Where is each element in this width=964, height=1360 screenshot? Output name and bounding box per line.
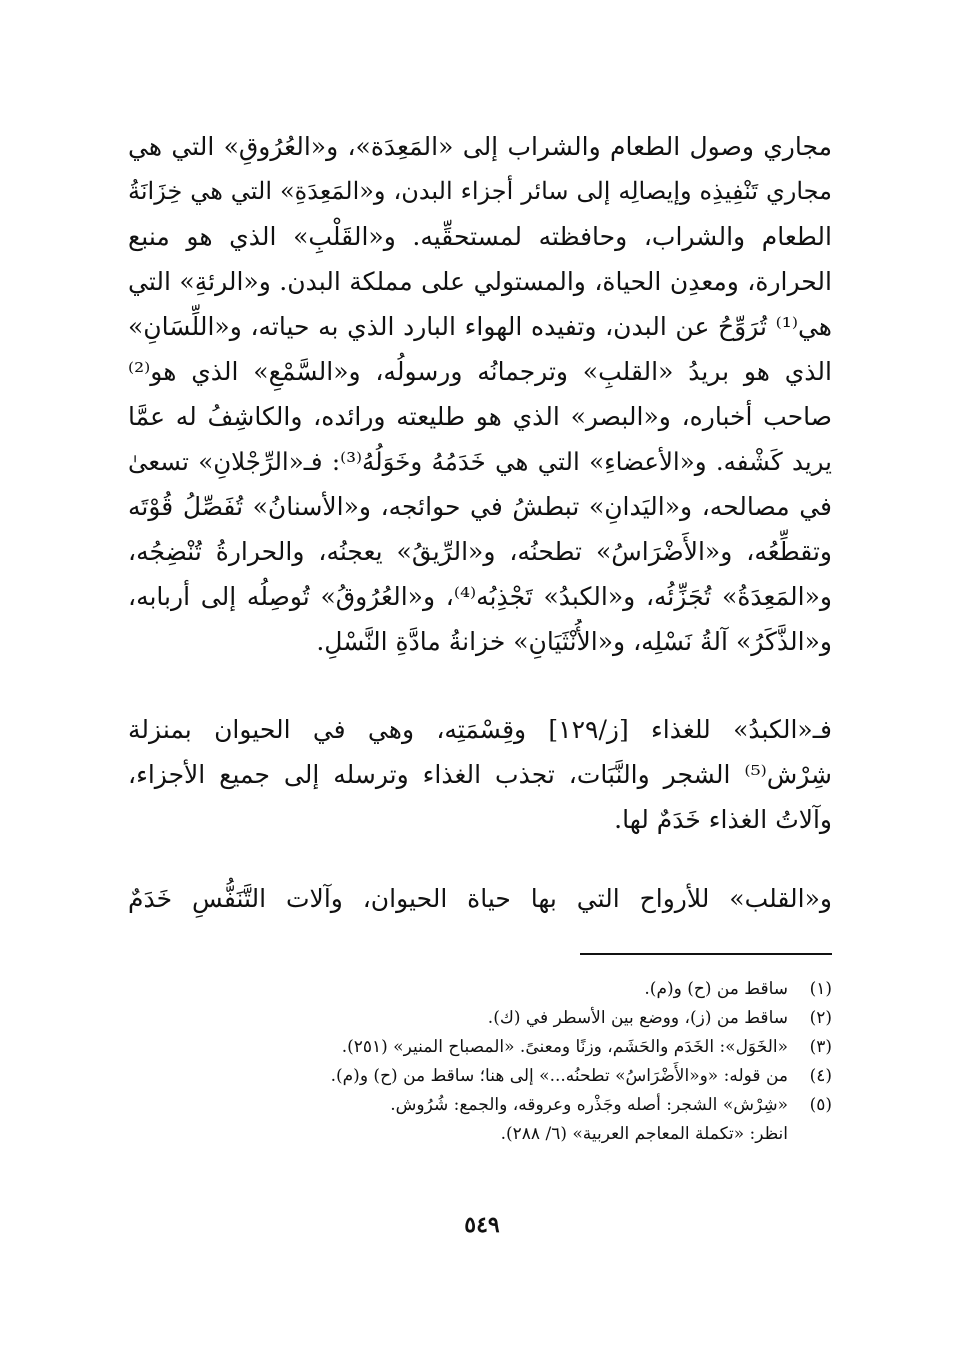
footnotes: [128, 975, 832, 1149]
footnote-number: (٣): [809, 1037, 832, 1057]
text-line: يريد كَشْفه. و«الأعضاءِ» التي هي خَدَمُهُ وخَوَلُهُ⁽³⁾: فـ«الرِّجْلانِ» تسعىٰ: [128, 447, 832, 476]
page-number: ٥٤٩: [464, 1212, 500, 1238]
body-paragraph-1: [128, 124, 832, 664]
text-line: و«الذَّكَرُ» آلةُ نَسْلِه، و«الأُنْثَيَانِ» خزانةُ مادَّةِ النَّسْلِ.: [316, 627, 832, 656]
text-line: وتقطِّعُه، و«الأَضْرَاسُ» تطحنُه، و«الرِّيقُ» يعجنُه، والحرارةُ تُنْضِجُه،: [128, 537, 832, 566]
text-line: الطعام والشراب، وحافظته لمستحقِّيه. و«القَلْبِ» الذي هو منبع: [128, 222, 832, 251]
footnote: [128, 1091, 832, 1120]
footnote-number: (٤): [809, 1066, 832, 1086]
footnote-number: (٥): [809, 1095, 832, 1115]
footnote-continuation: [128, 1120, 832, 1149]
text-line: مجاري وصول الطعام والشراب إلى «المَعِدَة»، و«العُرُوقِ» التي هي: [128, 132, 832, 161]
footnote-text: من قوله: «و«الأَضْرَاسُ» تطحنُه...» إلى هنا؛ ساقط من (ح) و(م).: [330, 1066, 788, 1086]
footnote: [128, 1004, 832, 1033]
text-line: و«القلب» للأرواح التي بها حياة الحيوان، وآلات التَّنَفُّسِ خَدَمٌ: [128, 884, 832, 913]
text-line: صاحب أخباره، و«البصر» الذي هو طليعته ورائده، والكاشِفُ له عمَّا: [128, 402, 832, 431]
text-line: في مصالحه، و«اليَدانِ» تبطشُ في حوائجه، و«الأسنانُ» تُفَصِّلُ قُوْتَه: [128, 492, 832, 521]
footnote: [128, 1033, 832, 1062]
body-paragraph-2: [128, 707, 832, 842]
footnote-text: انظر: «تكملة المعاجم العربية» (٦/ ٢٨٨).: [500, 1124, 788, 1144]
text-line: شِرْش⁽⁵⁾ الشجر والنَّبَات، تجذب الغذاء وترسله إلى جميع الأجزاء،: [128, 760, 832, 789]
text-line: الحرارة، ومعدِن الحياة، والمستولي على مملكة البدن. و«الرئةِ» التي: [128, 267, 832, 296]
text-line: وآلاتُ الغذاء خَدَمٌ لها.: [614, 805, 832, 834]
footnote-text: ساقط من (ح) و(م).: [644, 979, 788, 999]
body-paragraph-3: [128, 876, 832, 921]
footnote-number: (٢): [809, 1008, 832, 1028]
footnote-text: «الخَوَل»: الخَدَم والحَشَم، وزنًا ومعنىً. «المصباح المنير» (٢٥١).: [341, 1037, 788, 1057]
text-line: فـ«الكبدُ» للغذاء [ز/١٢٩] وقِسْمَتِه، وهي في الحيوان بمنزلة: [128, 715, 832, 744]
text-line: و«المَعِدَةُ» تُجَزِّئُه، و«الكبدُ» تَجْذِبُه⁽⁴⁾، و«العُرُوقُ» تُوصِلُه إلى أربابه،: [128, 582, 832, 611]
text-line: الذي هو بريدُ «القلبِ» وترجمانُه ورسولُه، و«السَّمْعِ» الذي هو⁽²⁾: [128, 357, 832, 386]
footnote: [128, 1062, 832, 1091]
footnote-number: (١): [809, 979, 832, 999]
text-line: هي⁽¹⁾ تُرَوِّحُ عن البدن، وتفيده الهواء البارد الذي به حياته، و«اللِّسَانِ»: [128, 312, 832, 341]
footnote: [128, 975, 832, 1004]
footnote-separator: [580, 953, 832, 955]
footnote-text: ساقط من (ز)، ووضع بين الأسطر في (ك).: [487, 1008, 788, 1028]
text-line: مجاري تَنْفِيذِه وإيصالِه إلى سائر أجزاء البدن، و«المَعِدَةِ» التي هي خِزَانَةُ: [128, 177, 832, 205]
footnote-text: «شِرْش» الشجر: أصله وجَذْره وعروقه، والجمع: شُرُوش.: [390, 1095, 788, 1115]
